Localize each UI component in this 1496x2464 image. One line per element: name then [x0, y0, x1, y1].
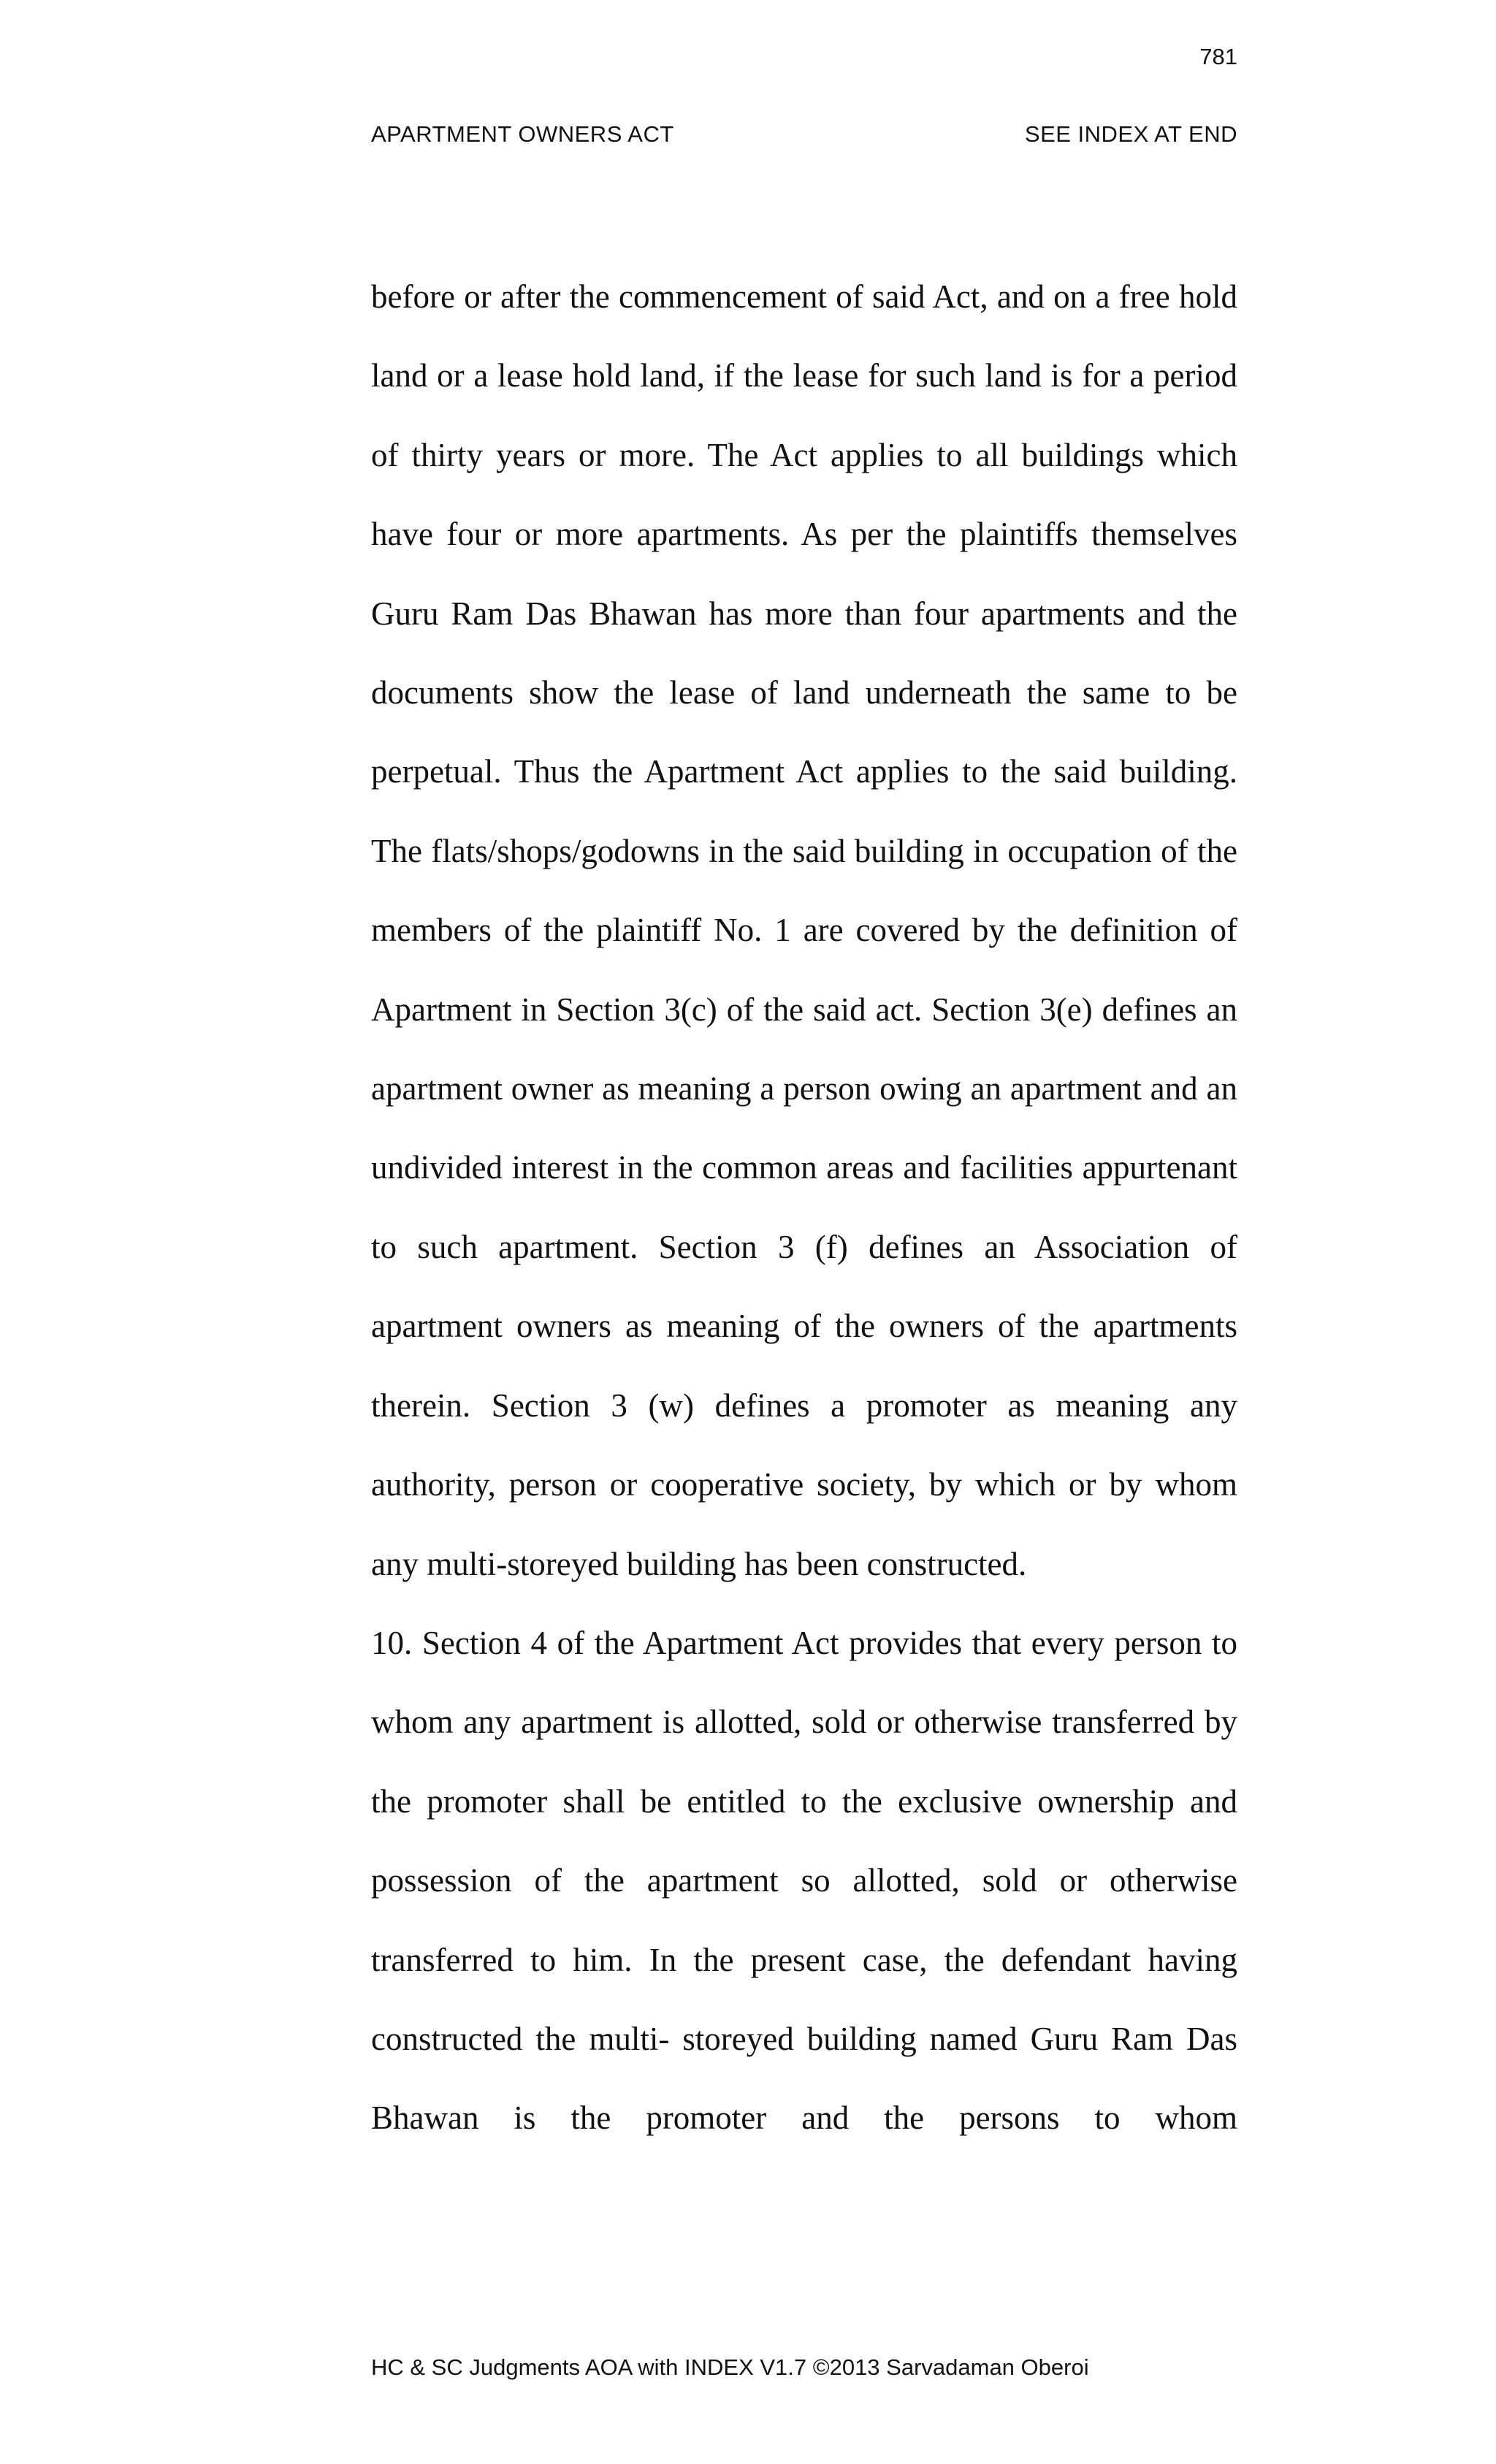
document-body — [371, 257, 1237, 2158]
page-footer: HC & SC Judgments AOA with INDEX V1.7 ©2013 Sarvadaman Oberoi — [371, 2354, 1089, 2380]
body-paragraph: before or after the commencement of said Act, and on a free hold land or a lease hold land, if the lease for such land is for a period of thirty years or more. The Act applies to all buildings which have four or more apartments. As per the plaintiffs themselves Guru Ram Das Bhawan has more than four apartments and the documents show the lease of land underneath the same to be perpetual. Thus the Apartment Act applies to the said building. The flats/shops/godowns in the said building in occupation of the members of the plaintiff No. 1 are covered by the definition of Apartment in Section 3(c) of the said act. Section 3(e) defines an apartment owner as meaning a person owing an apartment and an undivided interest in the common areas and facilities appurtenant to such apartment. Section 3 (f) defines an Association of apartment owners as meaning of the owners of the apartments therein. Section 3 (w) defines a promoter as meaning any authority, person or cooperative society, by which or by whom any multi-storeyed building has been constructed. — [371, 278, 1237, 1582]
body-paragraph: 10. Section 4 of the Apartment Act provides that every person to whom any apartment is allotted, sold or otherwise transferred by the promoter shall be entitled to the exclusive ownership and possession of the apartment so allotted, sold or otherwise transferred to him. In the present case, the defendant having constructed the multi- storeyed building named Guru Ram Das Bhawan is the promoter and the persons to whom — [371, 1624, 1237, 2137]
page-number: 781 — [1199, 44, 1237, 69]
running-header-title: APARTMENT OWNERS ACT — [371, 121, 674, 147]
running-header-index-note: SEE INDEX AT END — [1024, 121, 1237, 147]
